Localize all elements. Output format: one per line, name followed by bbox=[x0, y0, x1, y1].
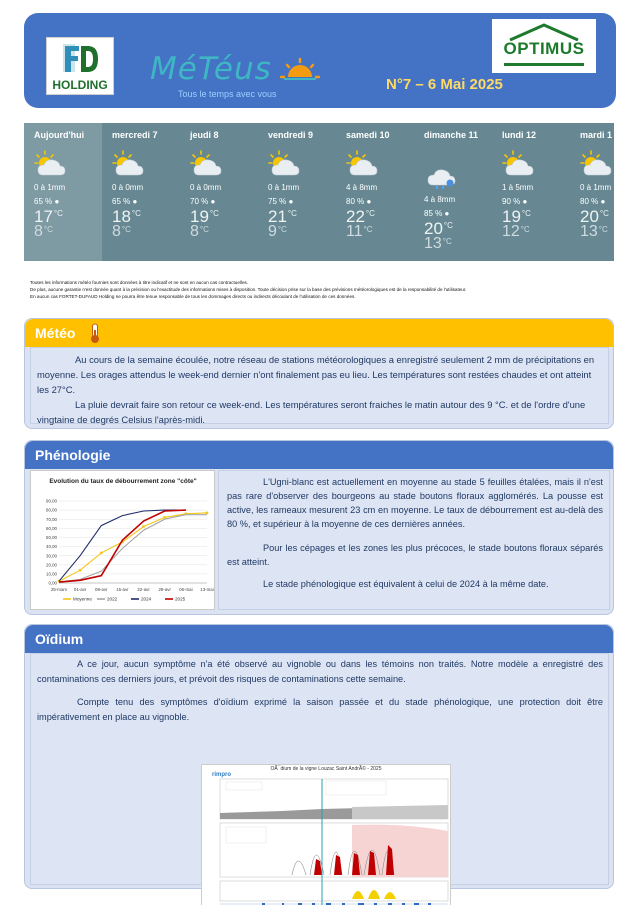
meteo-header bbox=[25, 319, 613, 347]
issue-number: N°7 – 6 Mai 2025 bbox=[386, 76, 503, 93]
chart-x-tick: 01-avr bbox=[73, 587, 87, 592]
forecast-tmin bbox=[34, 223, 53, 241]
forecast-tmin-unit: °C bbox=[598, 225, 608, 234]
forecast-tmin-unit: °C bbox=[43, 225, 53, 234]
forecast-tmax-unit: °C bbox=[287, 209, 297, 218]
forecast-day bbox=[258, 123, 336, 261]
budbreak-chart-svg bbox=[31, 471, 216, 611]
forecast-prob-value: 65 % bbox=[112, 197, 131, 206]
chart-point-moyenne bbox=[100, 552, 103, 555]
forecast-tmin-unit: °C bbox=[442, 237, 452, 246]
meteo-paragraph: Au cours de la semaine écoulée, notre réseau de stations météorologiques a enregistré seulement 2 mm de précipitations en moyenne. Les orages attendus le week-end dernier n'ont finalement pas eu lieu. Les températures sont restées chaudes et ont atteint les 27°C. bbox=[37, 354, 595, 395]
forecast-tmax-value: 21 bbox=[268, 207, 287, 226]
chart-y-tick: 40,00 bbox=[46, 544, 57, 550]
raindrop-icon: ● bbox=[54, 197, 60, 206]
forecast-rain: 4 à 8mm bbox=[346, 183, 378, 192]
chart-x-tick: 29-avr bbox=[158, 587, 171, 592]
forecast-tmin-unit: °C bbox=[199, 225, 209, 234]
forecast-day-name: mercredi 7 bbox=[112, 130, 158, 140]
forecast-tmin-value: 13 bbox=[424, 235, 442, 252]
header-banner bbox=[24, 13, 616, 108]
chart-y-tick: 10,00 bbox=[46, 571, 57, 577]
chart-point-moyenne bbox=[79, 569, 82, 572]
chart-y-tick: 20,00 bbox=[46, 562, 57, 568]
forecast-rain: 0 à 0mm bbox=[190, 183, 222, 192]
forecast-tmin-value: 9 bbox=[268, 223, 277, 240]
partly-cloudy-icon bbox=[502, 149, 536, 179]
forecast-day-name: dimanche 11 bbox=[424, 130, 479, 140]
forecast-tmin-value: 8 bbox=[34, 223, 43, 240]
raindrop-icon: ● bbox=[288, 197, 294, 206]
sunny-cloudy-icon bbox=[112, 149, 146, 179]
chart-series-2022-line bbox=[59, 515, 207, 582]
holding-logo-text: HOLDING bbox=[52, 78, 108, 92]
phenology-header bbox=[25, 441, 613, 469]
disclaimer-line: De plus, aucune garantie n'est donnée quant à la précision ou l'exactitude des informations mises à disposition. Toute décision prise sur la base des prévisions météorologiques est de la responsabilité de l'utilisateur. bbox=[30, 287, 467, 292]
forecast-tmax-value: 20 bbox=[580, 207, 599, 226]
thermometer-icon bbox=[89, 323, 101, 344]
forecast-tmin bbox=[346, 223, 373, 241]
chart-x-tick: 06-mai bbox=[179, 587, 193, 592]
forecast-prob-value: 85 % bbox=[424, 209, 443, 218]
rimpro-logo: rimpro bbox=[212, 772, 232, 778]
forecast-day bbox=[414, 123, 492, 261]
model-title: OÃ¯dium de la vigne Louzac Saint AndrÃ© - 2025 bbox=[270, 766, 382, 772]
forecast-tmin-value: 11 bbox=[346, 223, 363, 240]
forecast-prob-value: 80 % bbox=[580, 197, 599, 206]
partly-cloudy-icon bbox=[346, 149, 380, 179]
oidium-body bbox=[30, 653, 609, 885]
meteus-logo-text: MéTéus bbox=[150, 51, 272, 87]
sun-icon bbox=[280, 57, 320, 81]
optimus-logo bbox=[492, 19, 596, 73]
raindrop-icon: ● bbox=[522, 197, 528, 206]
oidium-model-image bbox=[201, 764, 451, 905]
budbreak-chart bbox=[30, 470, 215, 610]
forecast-tmax-unit: °C bbox=[599, 209, 609, 218]
forecast-tmin bbox=[580, 223, 608, 241]
forecast-day bbox=[570, 123, 614, 261]
forecast-tmax-unit: °C bbox=[53, 209, 63, 218]
raindrop-icon: ● bbox=[600, 197, 606, 206]
raindrop-icon: ● bbox=[132, 197, 138, 206]
forecast-prob-value: 90 % bbox=[502, 197, 521, 206]
meteo-paragraph: La pluie devrait faire son retour ce week-end. Les températures seront fraiches le matin autour des 9 °C. et de l'ordre d'une vingtaine de degrés Celsius l'après-midi. bbox=[37, 399, 586, 425]
chart-y-tick: 80,00 bbox=[46, 507, 57, 513]
forecast-tmin-value: 12 bbox=[502, 223, 520, 240]
forecast-rain: 0 à 0mm bbox=[112, 183, 144, 192]
chart-y-tick: 30,00 bbox=[46, 553, 57, 559]
phenology-body bbox=[218, 470, 610, 610]
forecast-rain: 0 à 1mm bbox=[580, 183, 612, 192]
chart-legend-label: 2025 bbox=[175, 596, 186, 602]
forecast-tmin-unit: °C bbox=[277, 225, 287, 234]
forecast-tmax-unit: °C bbox=[521, 209, 531, 218]
phenology-paragraph: Pour les cépages et les zones les plus précoces, le stade boutons floraux séparés est atteint. bbox=[227, 543, 603, 567]
oidium-title: Oïdium bbox=[35, 631, 84, 647]
forecast-tmax-value: 20 bbox=[424, 219, 443, 238]
chart-point-moyenne bbox=[163, 516, 166, 519]
chart-legend-label: Moyenne bbox=[73, 596, 92, 602]
forecast-day bbox=[180, 123, 258, 261]
forecast-prob-value: 70 % bbox=[190, 197, 209, 206]
meteus-tagline: Tous le temps avec vous bbox=[178, 89, 277, 99]
forecast-tmin bbox=[502, 223, 530, 241]
forecast-day-name: Aujourd'hui bbox=[34, 130, 85, 140]
meteo-body bbox=[30, 347, 609, 424]
forecast-day-name: lundi 12 bbox=[502, 130, 537, 140]
forecast-day bbox=[102, 123, 180, 261]
chart-title: Evolution du taux de débourrement zone "côte" bbox=[49, 478, 197, 485]
chart-y-tick: 60,00 bbox=[46, 525, 57, 531]
partly-cloudy-icon bbox=[34, 149, 68, 179]
forecast-tmax-unit: °C bbox=[131, 209, 141, 218]
disclaimer-line: Toutes les informations météo fournies sont données à titre indicatif et ne sont en aucun cas contractuelles. bbox=[30, 280, 249, 285]
forecast-tmax-value: 19 bbox=[190, 207, 209, 226]
forecast-prob-value: 65 % bbox=[34, 197, 53, 206]
phenology-title: Phénologie bbox=[35, 447, 111, 463]
forecast-tmax-value: 18 bbox=[112, 207, 131, 226]
oidium-paragraph: A ce jour, aucun symptôme n'a été observé au vignoble ou dans les témoins non traités. Notre modèle a enregistré des contaminations ces derniers jours, et prévoit des risques de contaminations cette semaine. bbox=[37, 659, 603, 684]
chart-point-moyenne bbox=[206, 511, 209, 514]
chart-series-2024-line bbox=[59, 510, 186, 581]
forecast-rain: 0 à 1mm bbox=[268, 183, 300, 192]
phenology-paragraph: Le stade phénologique est équivalent à celui de 2024 à la même date. bbox=[263, 579, 549, 589]
raindrop-icon: ● bbox=[210, 197, 216, 206]
forecast-rain-probability bbox=[424, 209, 449, 218]
forecast-tmax-unit: °C bbox=[209, 209, 219, 218]
partly-cloudy-icon bbox=[268, 149, 302, 179]
forecast-day-name: samedi 10 bbox=[346, 130, 390, 140]
phenology-paragraph: L'Ugni-blanc est actuellement en moyenne au stade 5 feuilles étalées, mais il n'est pas rare d'observer des bourgeons au stade boutons floraux agglomérés. La pousse est active, les rameaux mesurent 23 cm en moyenne. Le taux de débourrement est au-delà des 80 %, et supérieur à la moyenne de ces dernières années. bbox=[227, 477, 603, 529]
model-graph bbox=[202, 765, 452, 905]
forecast-rain-probability bbox=[268, 197, 293, 206]
chart-legend-label: 2022 bbox=[107, 596, 118, 602]
forecast-tmin-value: 8 bbox=[190, 223, 199, 240]
forecast-tmin-unit: °C bbox=[363, 225, 373, 234]
forecast-tmin-value: 8 bbox=[112, 223, 121, 240]
forecast-day bbox=[336, 123, 414, 261]
partly-cloudy-icon bbox=[190, 149, 224, 179]
forecast-tmin bbox=[268, 223, 287, 241]
optimus-logo-text: OPTIMUS bbox=[503, 39, 585, 58]
holding-logo-icon bbox=[59, 42, 101, 74]
forecast-tmax-value: 19 bbox=[502, 207, 521, 226]
forecast-rain: 0 à 1mm bbox=[34, 183, 66, 192]
forecast-day bbox=[492, 123, 570, 261]
meteus-logo bbox=[148, 51, 328, 109]
partly-cloudy-icon bbox=[580, 149, 614, 179]
forecast-day-name: mardi 1 bbox=[580, 130, 613, 140]
chart-x-tick: 08-avr bbox=[95, 587, 108, 592]
forecast-rain-probability bbox=[580, 197, 605, 206]
oidium-header bbox=[25, 625, 613, 653]
forecast-day-name: jeudi 8 bbox=[190, 130, 219, 140]
oidium-section bbox=[24, 624, 614, 889]
forecast-tmax-unit: °C bbox=[443, 221, 453, 230]
chart-y-tick: 90,00 bbox=[46, 498, 57, 504]
raindrop-icon: ● bbox=[366, 197, 372, 206]
forecast-tmin bbox=[112, 223, 131, 241]
forecast-prob-value: 80 % bbox=[346, 197, 365, 206]
chart-y-tick: 70,00 bbox=[46, 516, 57, 522]
forecast-rain: 4 à 8mm bbox=[424, 195, 456, 204]
optimus-underline bbox=[504, 63, 584, 66]
oidium-paragraph: Compte tenu des symptômes d'oïdium exprimé la saison passée et du stade phénologique, une protection doit être impérativement en place au vignoble. bbox=[37, 697, 603, 722]
forecast-rain-probability bbox=[34, 197, 59, 206]
forecast-day-name: vendredi 9 bbox=[268, 130, 314, 140]
meteo-title: Météo bbox=[35, 325, 76, 341]
raindrop-icon: ● bbox=[444, 209, 450, 218]
forecast-tmin-unit: °C bbox=[121, 225, 131, 234]
chart-y-tick: 0,00 bbox=[48, 580, 57, 586]
chart-x-tick: 15-avr bbox=[116, 587, 129, 592]
disclaimer-line: En aucun cas FORTET-DUFAUD Holding ne pourra être tenue responsable de tous les dommages directs ou indirects découlant de l'utilisation de ces données. bbox=[30, 294, 356, 299]
forecast-rain: 1 à 5mm bbox=[502, 183, 534, 192]
forecast-tmin bbox=[190, 223, 209, 241]
forecast-strip bbox=[24, 123, 614, 261]
forecast-tmax-unit: °C bbox=[365, 209, 375, 218]
forecast-day bbox=[24, 123, 102, 261]
forecast-tmin-value: 13 bbox=[580, 223, 598, 240]
forecast-rain-probability bbox=[190, 197, 215, 206]
forecast-rain-probability bbox=[502, 197, 527, 206]
chart-y-tick: 50,00 bbox=[46, 535, 57, 541]
forecast-tmin-unit: °C bbox=[520, 225, 530, 234]
chart-point-moyenne bbox=[142, 525, 145, 528]
holding-logo bbox=[46, 37, 114, 95]
forecast-tmin bbox=[424, 235, 452, 253]
chart-x-tick: 25-mars bbox=[50, 587, 68, 592]
forecast-rain-probability bbox=[112, 197, 137, 206]
meteo-section bbox=[24, 318, 614, 429]
forecast-rain-probability bbox=[346, 197, 371, 206]
forecast-tmax-value: 22 bbox=[346, 207, 365, 226]
phenology-section bbox=[24, 440, 614, 615]
chart-x-tick: 13-mai bbox=[200, 587, 214, 592]
disclaimer bbox=[30, 279, 610, 300]
rain-cloud-icon bbox=[424, 159, 458, 189]
chart-x-tick: 22-avr bbox=[137, 587, 150, 592]
forecast-prob-value: 75 % bbox=[268, 197, 287, 206]
forecast-tmax-value: 17 bbox=[34, 207, 53, 226]
chart-legend-label: 2024 bbox=[141, 596, 152, 602]
